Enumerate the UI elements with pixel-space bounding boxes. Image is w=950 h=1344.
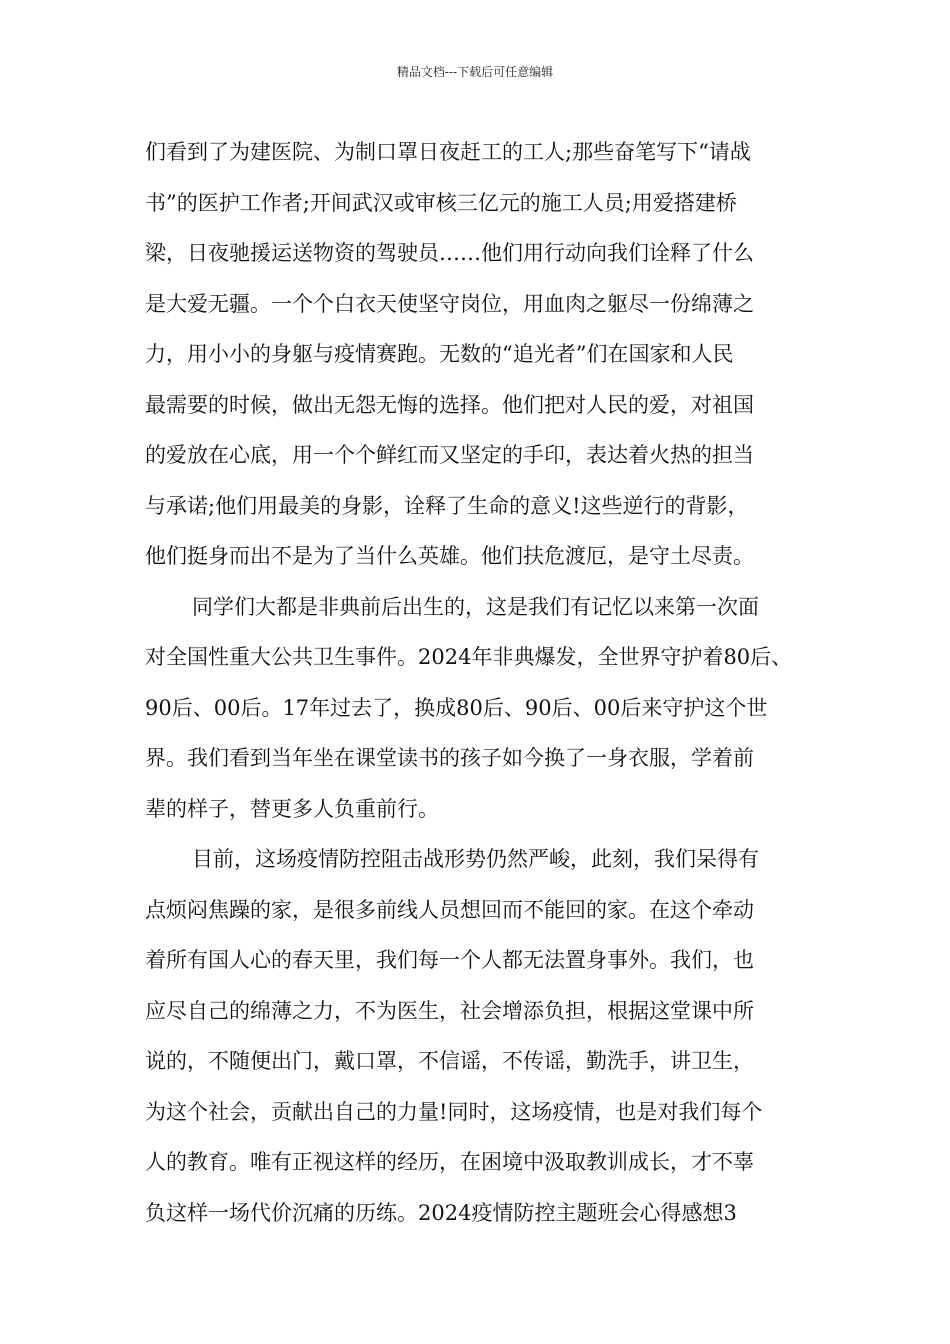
- text-line: 应尽自己的绵薄之力，不为医生，社会增添负担，根据这堂课中所: [145, 998, 754, 1023]
- paragraph-first-line: 目前，这场疫情防控阻击战形势仍然严峻，此刻，我们呆得有: [192, 847, 759, 871]
- text-line: 的爱放在心底，用一个个鲜红而又坚定的手印，表达着火热的担当: [145, 443, 754, 467]
- page-header: 精品文档---下载后可任意编辑: [396, 65, 554, 79]
- text-line: 点烦闷焦躁的家，是很多前线人员想回而不能回的家。在这个牵动: [145, 897, 754, 922]
- text-line: 说的，不随便出门，戴口罩，不信谣，不传谣，勤洗手，讲卫生，: [145, 1049, 754, 1073]
- document-body: [145, 127, 810, 1238]
- text-line: 他们挺身而出不是为了当什么英雄。他们扶危渡厄，是守土尽责。: [145, 544, 754, 568]
- text-line: 为这个社会，贡献出自己的力量!同时，这场疫情，也是对我们每个: [145, 1099, 763, 1124]
- text-line: 最需要的时候，做出无怨无悔的选择。他们把对人民的爱，对祖国: [145, 392, 754, 417]
- text-line: 负这样一场代价沉痛的历练。2024疫情防控主题班会心得感想3: [145, 1200, 737, 1225]
- text-line: 是大爱无疆。一个个白衣天使坚守岗位，用血肉之躯尽一份绵薄之: [145, 291, 754, 316]
- text-line: 着所有国人心的春天里，我们每一个人都无法置身事外。我们，也: [145, 948, 754, 972]
- text-line: 90后、00后。17年过去了，换成80后、90后、00后来守护这个世: [145, 695, 768, 720]
- text-line: 书”的医护工作者;开间武汉或审核三亿元的施工人员;用爱搭建桥: [145, 190, 737, 215]
- text-line: 界。我们看到当年坐在课堂读书的孩子如今换了一身衣服，学着前: [145, 746, 754, 770]
- text-line: 对全国性重大公共卫生事件。2024年非典爆发，全世界守护着80后、: [145, 645, 793, 669]
- text-line: 与承诺;他们用最美的身影，诠释了生命的意义!这些逆行的背影，: [145, 493, 749, 518]
- text-line: 梁，日夜驰援运送物资的驾驶员……他们用行动向我们诠释了什么: [145, 241, 754, 265]
- text-line: 们看到了为建医院、为制口罩日夜赶工的工人;那些奋笔写下“请战: [145, 140, 751, 164]
- text-line: 力，用小小的身躯与疫情赛跑。无数的“追光者”们在国家和人民: [145, 342, 734, 366]
- text-line: 人的教育。唯有正视这样的经历，在困境中汲取教训成长，才不辜: [145, 1150, 754, 1174]
- text-line: 辈的样子，替更多人负重前行。: [145, 796, 439, 821]
- paragraph-first-line: 同学们大都是非典前后出生的，这是我们有记忆以来第一次面: [192, 594, 759, 619]
